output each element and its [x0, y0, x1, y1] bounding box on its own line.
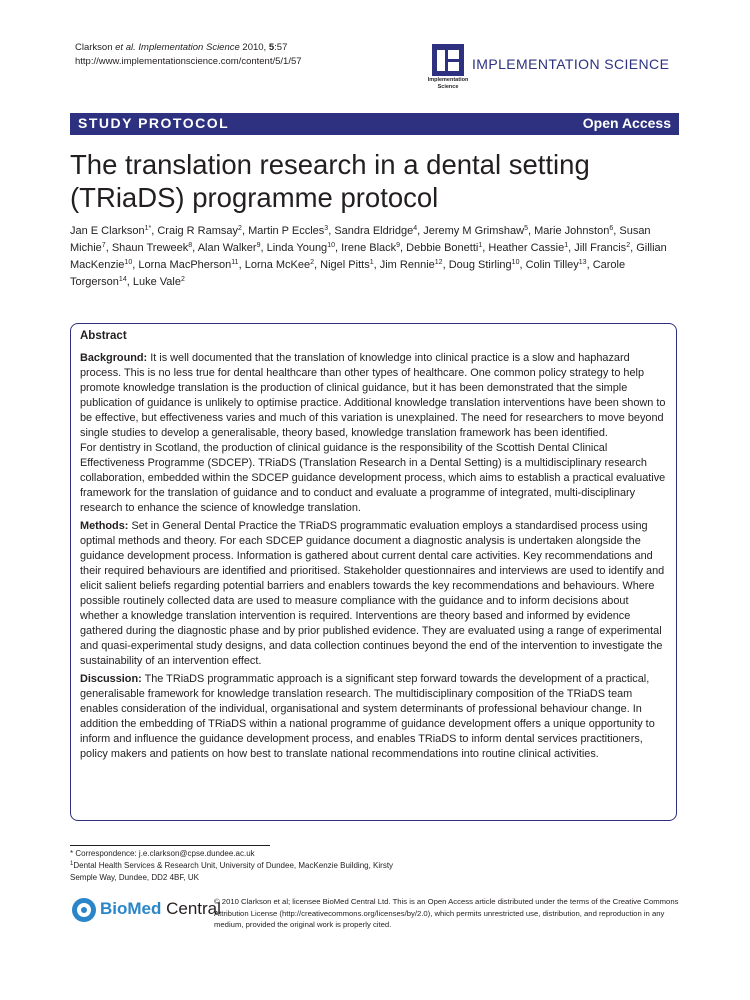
author: Lorna MacPherson	[138, 259, 232, 271]
publisher-central: Central	[161, 899, 221, 918]
background-text: It is well documented that the translation of knowledge into clinical practice is a slow and haphazard process. This is no less true for dental healthcare than other types of healthcare. One common policy strategy to help promote knowledge translation is the production of clinical guidance, but it has been demonstrated that the simple publication of guidance is unlikely to optimise practice. Additional knowledge translation interventions have been shown to be effective, but effectiveness varies and much of this variation is unexplained. The need for researchers to move beyond single studies to develop a generalisable, theory based, knowledge translation framework has been identified.	[80, 352, 666, 439]
author-affiliation-sup: 2	[626, 242, 631, 249]
author-affiliation-sup: 6	[609, 225, 614, 232]
affiliation	[70, 860, 400, 884]
citation-line	[75, 41, 302, 55]
implementation-science-logo-icon	[432, 44, 464, 76]
license-text: © 2010 Clarkson et al; licensee BioMed Central Ltd. This is an Open Access article distributed under the terms of the Creative Commons Attribution License (http://creativecommons.org/licenses/by/2.0), which permits unrestricted use, distribution, and reproduction in any medium, provided the original work is properly cited.	[214, 897, 679, 929]
author-affiliation-sup: 1	[478, 242, 483, 249]
publisher-name	[100, 899, 221, 919]
author: Martin P Eccles	[248, 225, 325, 237]
author-affiliation-sup: 10	[124, 259, 133, 266]
author-affiliation-sup: 2	[310, 259, 315, 266]
author: Irene Black	[341, 242, 397, 254]
citation-journal: Implementation Science	[138, 42, 240, 53]
author: Linda Young	[266, 242, 328, 254]
author-affiliation-sup: 9	[396, 242, 401, 249]
author-affiliation-sup: 13	[578, 259, 587, 266]
discussion-label: Discussion:	[80, 673, 142, 685]
author: Shaun Treweek	[111, 242, 189, 254]
citation-volume: 5	[268, 42, 275, 53]
open-access-label: Open Access	[582, 115, 671, 131]
author: Jan E Clarkson	[70, 225, 145, 237]
author-list: Jan E Clarkson$^{1*}$, Craig R Ramsay$^2$, Martin P Eccles$^3$, Sandra Eldridge$^4$, Jeremy M Grimshaw$^5$, Marie Johnston$^6$, Susan Michie$^7$, Shaun Treweek$^8$, Alan Walker$^9$, Linda Young$^{10}$, Irene Black$^9$, Debbie Bonetti$^1$, Heather Cassie$^1$, Jill Francis$^2$, Gillian MacKenzie$^{10}$, Lorna MacPherson$^{11}$, Lorna McKee$^2$, Nigel Pitts$^1$, Jim Rennie$^{12}$, Doug Stirling$^{10}$, Colin Tilley$^{13}$, Carole Torgerson$^{14}$, Luke Vale$^2$	[70, 225, 667, 288]
author-affiliation-sup: 11	[231, 259, 239, 266]
article-type: STUDY PROTOCOL	[78, 115, 230, 131]
logo-subtitle: Implementation Science	[427, 77, 469, 90]
background-label: Background:	[80, 352, 148, 364]
author: Susan Michie	[70, 225, 651, 254]
citation-article: :57	[274, 42, 288, 53]
author-affiliation-sup: 10	[511, 259, 520, 266]
author: Lorna McKee	[244, 259, 311, 271]
background-paragraph	[80, 351, 670, 516]
journal-name: IMPLEMENTATION SCIENCE	[472, 56, 670, 72]
author: Marie Johnston	[534, 225, 610, 237]
author-affiliation-sup: 9	[256, 242, 261, 249]
author: Debbie Bonetti	[406, 242, 479, 254]
citation-header	[75, 41, 302, 69]
abstract-box	[70, 323, 677, 821]
correspondence: * Correspondence: j.e.clarkson@cpse.dundee.ac.uk	[70, 849, 255, 858]
article-url[interactable]: http://www.implementationscience.com/content/5/1/57	[75, 56, 302, 67]
affiliation-sup: 1	[70, 861, 74, 867]
author-affiliation-sup: 12	[434, 259, 443, 266]
author: Craig R Ramsay	[157, 225, 239, 237]
author-affiliation-sup: 2	[180, 276, 185, 283]
author: Gillian MacKenzie	[70, 242, 667, 271]
author-affiliation-sup: 1	[564, 242, 569, 249]
citation-author: Clarkson	[75, 42, 113, 53]
methods-label: Methods:	[80, 520, 129, 532]
citation-etal: et al.	[115, 42, 136, 53]
abstract-heading: Abstract	[80, 330, 127, 342]
biomed-central-logo	[72, 898, 221, 924]
author-affiliation-sup: 3	[324, 225, 329, 232]
journal-logo	[427, 44, 680, 92]
citation-year: 2010,	[242, 42, 267, 53]
biomed-central-icon	[72, 898, 96, 922]
author: Sandra Eldridge	[334, 225, 414, 237]
article-type-banner	[70, 113, 679, 135]
author-affiliation-sup: 1	[369, 259, 374, 266]
discussion-paragraph	[80, 672, 670, 762]
author: Heather Cassie	[488, 242, 565, 254]
affiliation-text: Dental Health Services & Research Unit, University of Dundee, MacKenzie Building, Kirsty Semple Way, Dundee, DD2 4BF, UK	[70, 861, 394, 882]
footnotes	[70, 848, 400, 884]
author-affiliation-sup: 10	[327, 242, 335, 249]
article-title: The translation research in a dental setting (TRiaDS) programme protocol	[70, 149, 590, 213]
author-affiliation-sup: 5	[524, 225, 528, 232]
author: Nigel Pitts	[320, 259, 370, 271]
background-text-2: For dentistry in Scotland, the production of clinical guidance is the responsibility of the Scottish Dental Clinical Effectiveness Programme (SDCEP). TRiaDS (Translation Research in a Dental Setting) is a multidisciplinary research collaboration, embedded within the SDCEP guidance development process, which aims to establish a practical evaluative framework for the translation of guidance and to conduct and evaluate a programme of integrated, multi-disciplinary research to enhance the science of knowledge translation.	[80, 442, 666, 514]
author: Luke Vale	[132, 276, 181, 288]
author-affiliation-sup: 4	[413, 225, 418, 232]
author: Carole Torgerson	[70, 259, 626, 288]
discussion-text: The TRiaDS programmatic approach is a significant step forward towards the development of a practical, generalisable framework for knowledge translation research. The multidisciplinary composition of the TRiaDS team enables consideration of the individual, organisational and system determinants of professional behaviour change. In addition the embedding of TRiaDS within a national programme of guidance development offers a unique opportunity to inform and influence the guidance development process, and enables TRiaDS to inform dental services practitioners, policy makers and patients on how best to translate national recommendations into routine clinical activities.	[80, 673, 655, 760]
author: Colin Tilley	[525, 259, 579, 271]
author: Jill Francis	[574, 242, 627, 254]
abstract-body	[80, 351, 670, 765]
author: Alan Walker	[197, 242, 257, 254]
author: Jim Rennie	[379, 259, 435, 271]
author-affiliation-sup: 1*	[144, 225, 152, 232]
methods-text: Set in General Dental Practice the TRiaDS programmatic evaluation employs a standardised process using optimal methods and theory. For each SDCEP guidance document a diagnostic analysis is undertaken alongside the guidance development process. Information is gathered about current dental care activities. Key recommendations and their required behaviours are identified and prioritised. Stakeholder questionnaires and interviews are used to identify and elicit salient beliefs regarding potential barriers and enablers towards the key recommendations and behaviours. Where possible routinely collected data are used to measure compliance with the guidance and to inform decisions about whether a knowledge translation intervention is required. Interventions are theory based and informed by evidence gathered during the diagnostic phase and by prior published evidence. They are evaluated using a range of experimental and quasi-experimental study designs, and data collection continues beyond the end of the intervention to investigate the sustainability of an intervention effect.	[80, 520, 665, 667]
footnote-divider	[70, 845, 270, 846]
publisher-bio: BioMed	[100, 899, 162, 918]
author-affiliation-sup: 2	[238, 225, 242, 232]
author-affiliation-sup: 8	[188, 242, 193, 249]
author: Doug Stirling	[448, 259, 512, 271]
author-affiliation-sup: 14	[118, 276, 127, 283]
author: Jeremy M Grimshaw	[423, 225, 525, 237]
methods-paragraph	[80, 519, 670, 669]
author-affiliation-sup: 7	[101, 242, 106, 249]
